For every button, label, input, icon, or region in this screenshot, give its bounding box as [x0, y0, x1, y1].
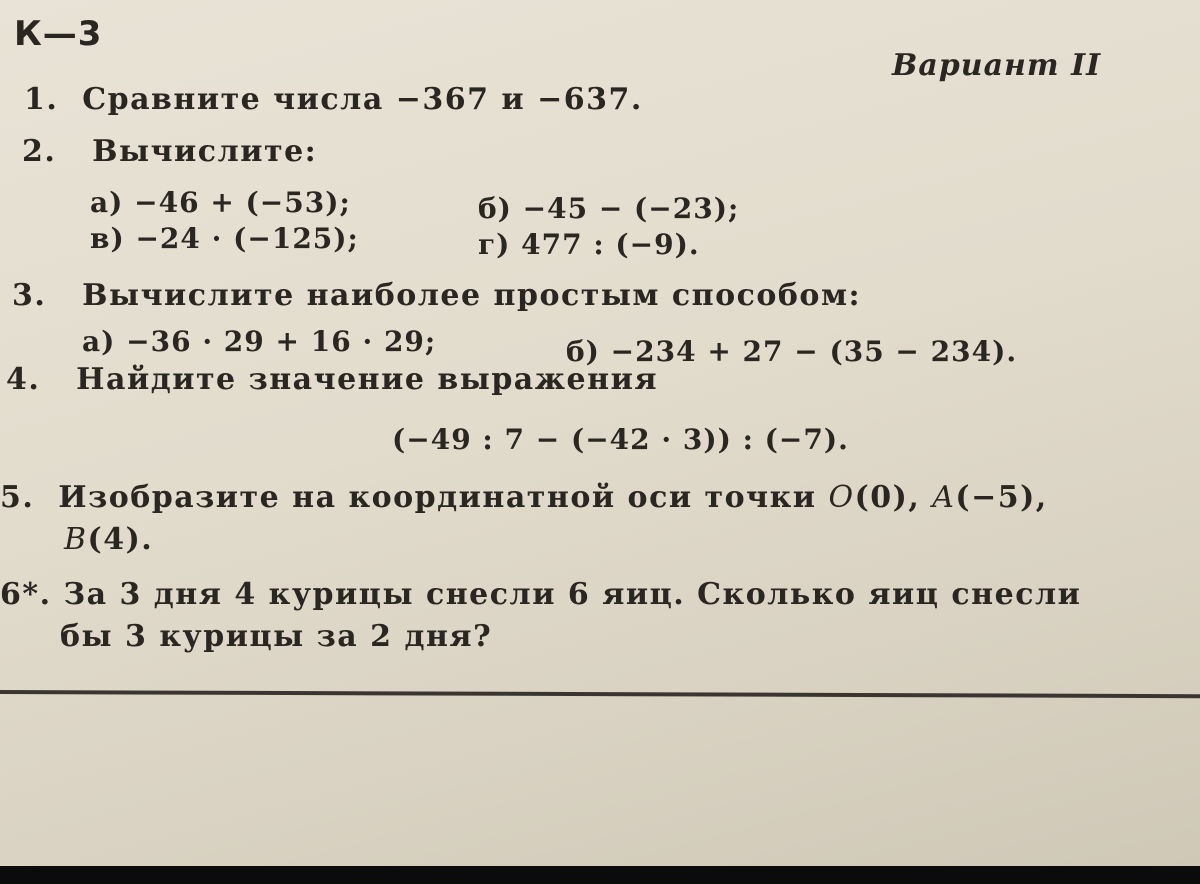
- task-4-number: 4.: [6, 362, 41, 397]
- task-2-number: 2.: [22, 134, 57, 169]
- task-6-line2: бы 3 курицы за 2 дня?: [60, 619, 493, 654]
- task-3-number: 3.: [12, 278, 47, 313]
- task-3a: а) −36 · 29 + 16 · 29;: [82, 325, 437, 358]
- task-1-text: Сравните числа −367 и −637.: [82, 82, 643, 117]
- task-2g: г) 477 : (−9).: [478, 228, 700, 261]
- task-2a: а) −46 + (−53);: [90, 186, 351, 219]
- point-o-value: (0),: [854, 480, 933, 515]
- bottom-dark-band: [0, 866, 1200, 884]
- task-6: [0, 577, 1081, 612]
- task-3b: б) −234 + 27 − (35 − 234).: [566, 335, 1018, 368]
- task-1: [24, 82, 643, 117]
- task-2-text: Вычислите:: [92, 134, 318, 169]
- task-2b: б) −45 − (−23);: [478, 192, 740, 225]
- variant-label: Вариант II: [892, 48, 1102, 83]
- task-4-text: Найдите значение выражения: [76, 362, 658, 397]
- task-5-text: Изобразите на координатной оси точки: [58, 480, 829, 515]
- task-5: [0, 480, 1048, 515]
- task-6-number: 6*.: [0, 577, 52, 612]
- task-6-line1: За 3 дня 4 курицы снесли 6 яиц. Сколько яиц снесли: [63, 577, 1082, 612]
- task-5-number: 5.: [0, 480, 35, 515]
- worksheet-code: К—3: [14, 14, 103, 54]
- task-3: [12, 278, 861, 313]
- point-a-value: (−5),: [955, 480, 1048, 515]
- task-4: [6, 362, 658, 397]
- divider-line: [0, 690, 1200, 698]
- task-3-text: Вычислите наиболее простым способом:: [82, 278, 862, 313]
- point-o-label: O: [828, 480, 855, 515]
- point-b-value: (4).: [87, 522, 154, 557]
- task-5-line2: [64, 522, 153, 557]
- task-4-expression: (−49 : 7 − (−42 · 3)) : (−7).: [392, 423, 849, 456]
- task-2: [22, 134, 317, 169]
- task-1-number: 1.: [24, 82, 59, 117]
- task-2v: в) −24 · (−125);: [90, 222, 359, 255]
- point-a-label: A: [932, 480, 956, 515]
- point-b-label: B: [64, 522, 88, 557]
